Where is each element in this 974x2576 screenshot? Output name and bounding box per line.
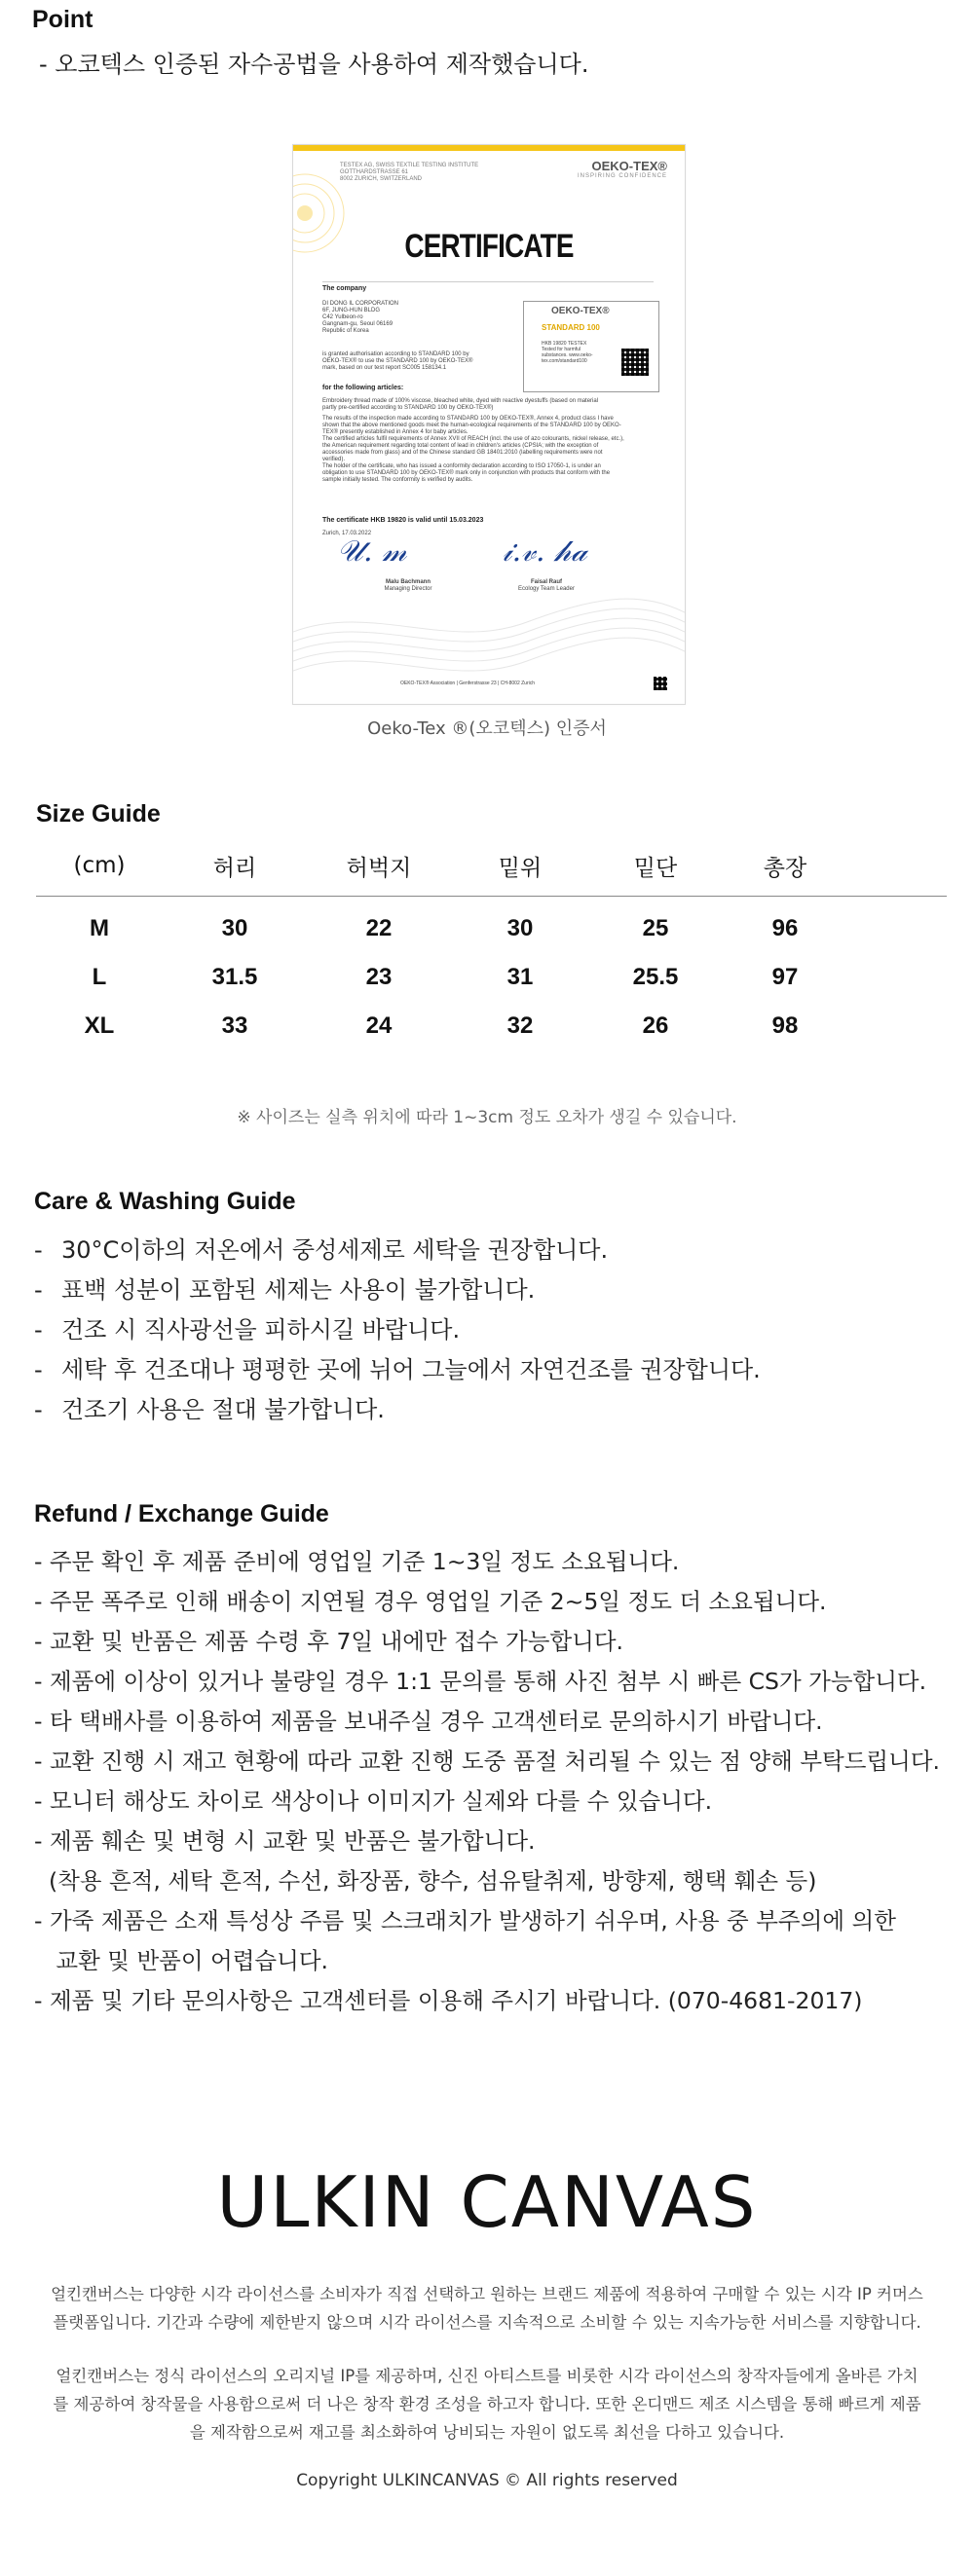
footer-qr-icon	[654, 677, 667, 690]
list-item	[34, 1310, 761, 1350]
size-cell: 24	[365, 1012, 393, 1039]
size-cell: 31.5	[211, 964, 258, 990]
body-line: shown that the above mentioned goods meet the human-ecological requirements of the STANDARD 100 by OEKO-	[322, 423, 621, 428]
care-item-text: 건조기 사용은 절대 불가합니다.	[61, 1396, 385, 1423]
size-spacer	[848, 1002, 947, 1050]
size-guide-title: Size Guide	[36, 800, 161, 828]
size-cell: 32	[506, 1012, 534, 1039]
size-header-cell: 밑위	[451, 835, 589, 897]
list-item: - 주문 폭주로 인해 배송이 지연될 경우 영업일 기준 2~5일 정도 더 소요됩니다.	[34, 1588, 827, 1615]
company-line: 6F, JUNG-HUN BLDG	[322, 308, 381, 313]
granted-text	[322, 351, 472, 372]
signer-1-title: Managing Director	[384, 586, 432, 592]
size-cell: 25.5	[632, 964, 679, 990]
cert-header-line: 8002 ZURICH, SWITZERLAND	[340, 176, 423, 182]
std-number: HKB 19820 TESTEX	[542, 341, 587, 347]
granted-line: is granted authorisation according to STANDARD 100 by	[322, 351, 469, 357]
brand-description-2: 얼킨캔버스는 정식 라이선스의 오리지널 IP를 제공하며, 신진 아티스트를 비롯한 시각 라이선스의 창작자들에게 올바른 가치를 제공하여 창작물을 사용함으로써 더 나은 창작 환경 조성을 하고자 합니다. 또한 온디맨드 제조 시스템을 통해 빠르게 제품을 제작함으로써 재고를 최소화하여 낭비되는 자원이 없도록 최선을 다하고 있습니다.	[53, 2367, 921, 2442]
body-line: The results of the inspection made according to STANDARD 100 by OEKO-TEX®, Annex 4, product class I have	[322, 416, 614, 422]
certificate-body	[322, 416, 658, 484]
signature-1-icon: 𝒰. 𝓂	[337, 534, 407, 569]
size-cell: 26	[642, 1012, 669, 1039]
size-table	[36, 835, 947, 1050]
std-details	[542, 341, 600, 364]
cert-header-line: TESTEX AG, SWISS TEXTILE TESTING INSTITUTE	[340, 163, 479, 168]
body-line: verified).	[322, 457, 346, 462]
body-line: the American requirement regarding total content of lead in children's articles (CPSIA; with the exception of	[322, 443, 599, 449]
size-cell: 31	[506, 964, 534, 990]
table-row	[36, 953, 947, 1002]
validity-line: The certificate HKB 19820 is valid until 15.03.2023	[322, 517, 484, 524]
list-item: - 교환 진행 시 재고 현황에 따라 교환 진행 도중 품절 처리될 수 있는 점 양해 부탁드립니다.	[34, 1748, 941, 1775]
care-guide-title: Care & Washing Guide	[34, 1188, 296, 1215]
list-item: - 가죽 제품은 소재 특성상 주름 및 스크래치가 발생하기 쉬우며, 사용 중 부주의에 의한	[34, 1907, 896, 1934]
list-item	[34, 1231, 761, 1270]
list-item	[34, 1350, 761, 1390]
size-cell: 30	[506, 915, 534, 941]
point-title: Point	[32, 6, 94, 33]
list-item: - 교환 및 반품은 제품 수령 후 7일 내에만 접수 가능합니다.	[34, 1628, 624, 1655]
list-item: - 제품 훼손 및 변형 시 교환 및 반품은 불가합니다.	[34, 1827, 536, 1855]
company-label: The company	[322, 285, 367, 292]
care-item-text: 세탁 후 건조대나 평평한 곳에 뉘어 그늘에서 자연건조를 권장합니다.	[61, 1356, 761, 1383]
qr-code-icon	[621, 349, 649, 376]
list-dash: -	[34, 1396, 43, 1423]
list-dash: -	[34, 1276, 43, 1304]
articles-label: for the following articles:	[322, 385, 404, 391]
size-cell: L	[92, 964, 107, 990]
size-cell: 33	[221, 1012, 248, 1039]
size-cell: 23	[365, 964, 393, 990]
std-logo-text: OEKO-TEX®	[551, 306, 610, 316]
body-line: TEX® presently established in Annex 4 for baby articles.	[322, 429, 468, 435]
size-cell: 30	[221, 915, 248, 941]
table-row	[36, 1002, 947, 1050]
refund-list	[34, 1542, 940, 2021]
size-cell: 96	[771, 915, 799, 941]
size-header-cell: 허벅지	[307, 835, 451, 897]
size-cell: 22	[365, 915, 393, 941]
oeko-tex-certificate-image	[292, 144, 686, 705]
body-line: accessories made from glass) and of the Chinese standard GB 18401:2010 (labelling requirements were not	[322, 450, 603, 456]
size-cell: 25	[642, 915, 669, 941]
granted-line: OEKO-TEX® to use the STANDARD 100 by OEKO-TEX®	[322, 358, 473, 364]
list-item	[34, 1390, 761, 1430]
company-line: DI DONG IL CORPORATION	[322, 301, 399, 307]
list-dash: -	[34, 1356, 43, 1383]
size-cell: XL	[84, 1012, 115, 1039]
brand-logo: ULKIN CANVAS	[216, 2161, 758, 2243]
articles-text	[322, 398, 598, 412]
list-dash: -	[34, 1316, 43, 1343]
size-header-cell: 총장	[722, 835, 848, 897]
size-header-cell: 허리	[163, 835, 307, 897]
copyright: Copyright ULKINCANVAS © All rights reserved	[296, 2471, 678, 2490]
size-note: ※ 사이즈는 실측 위치에 따라 1~3cm 정도 오차가 생길 수 있습니다.	[237, 1108, 737, 1127]
granted-line: mark, based on our test report SC005 158134.1	[322, 365, 447, 371]
company-line: Republic of Korea	[322, 328, 369, 334]
refund-guide-title: Refund / Exchange Guide	[34, 1500, 329, 1527]
company-line: Gangnam-gu, Seoul 06169	[322, 321, 393, 327]
certificate-header-address	[340, 163, 486, 183]
certificate-title: CERTIFICATE	[404, 228, 574, 265]
size-spacer	[848, 953, 947, 1002]
size-cell: 97	[771, 964, 799, 990]
list-item: (착용 흔적, 세탁 흔적, 수선, 화장품, 향수, 섬유탈취제, 방향제, 행택 훼손 등)	[34, 1867, 817, 1895]
signature-2-icon: 𝒾.𝓋. 𝒽𝒶	[503, 534, 587, 569]
list-item: 교환 및 반품이 어렵습니다.	[34, 1947, 329, 1974]
size-cell: 98	[771, 1012, 799, 1039]
list-item: - 모니터 해상도 차이로 색상이나 이미지가 실제와 다를 수 있습니다.	[34, 1787, 713, 1815]
size-table-header-row	[36, 835, 947, 897]
brand-description-1: 얼킨캔버스는 다양한 시각 라이선스를 소비자가 직접 선택하고 원하는 브랜드 제품에 적용하여 구매할 수 있는 시각 IP 커머스 플랫폼입니다. 기간과 수량에 제한받지 않으며 시각 라이선스를 지속적으로 소비할 수 있는 지속가능한 서비스를 지향합니다.	[51, 2285, 923, 2332]
care-item-text: 30°C이하의 저온에서 중성세제로 세탁을 권장합니다.	[61, 1236, 609, 1264]
cert-header-line: GOTTHARDSTRASSE 61	[340, 169, 409, 175]
oeko-tex-logo	[578, 159, 667, 179]
certificate-divider	[322, 281, 654, 282]
list-item: - 제품 및 기타 문의사항은 고객센터를 이용해 주시기 바랍니다. (070-4681-2017)	[34, 1987, 863, 2014]
body-line: sample initially tested. The conformity is verified by audits.	[322, 477, 473, 483]
size-header-cell: 밑단	[589, 835, 722, 897]
certificate-footer: OEKO-TEX® Association | Genferstrasse 23 | CH-8002 Zurich	[400, 681, 536, 686]
list-dash: -	[34, 1236, 43, 1264]
signer-2-title: Ecology Team Leader	[518, 586, 575, 592]
std-small-text: Tested for harmful substances. www.oeko-tex.com/standard100	[542, 347, 593, 364]
oeko-tex-logo-text: OEKO-TEX®	[591, 159, 667, 173]
body-line: The certified articles fulfil requirements of Annex XVII of REACH (incl. the use of azo colourants, nickel release, etc.),	[322, 436, 624, 442]
care-list	[34, 1231, 761, 1430]
signer-1-name: Malu Bachmann	[385, 579, 431, 585]
oeko-tex-tagline: INSPIRING CONFIDENCE	[577, 173, 667, 179]
place-date: Zurich, 17.03.2022	[322, 531, 372, 536]
list-item: - 주문 확인 후 제품 준비에 영업일 기준 1~3일 정도 소요됩니다.	[34, 1548, 680, 1575]
articles-line: Embroidery thread made of 100% viscose, bleached white, dyed with reactive dyestuffs (based on material	[322, 398, 599, 404]
size-spacer	[848, 897, 947, 954]
signer-2	[498, 579, 595, 593]
certificate-caption: Oeko-Tex ®(오코텍스) 인증서	[367, 718, 607, 739]
standard-100-label	[523, 301, 659, 392]
size-header-cell: (cm)	[36, 835, 163, 897]
point-description: - 오코텍스 인증된 자수공법을 사용하여 제작했습니다.	[39, 51, 589, 78]
company-line: C42 Yulbeon-ro	[322, 314, 363, 320]
table-row	[36, 897, 947, 954]
signer-1	[359, 579, 457, 593]
care-item-text: 표백 성분이 포함된 세제는 사용이 불가합니다.	[61, 1276, 536, 1304]
list-item: - 타 택배사를 이용하여 제품을 보내주실 경우 고객센터로 문의하시기 바랍니다.	[34, 1708, 823, 1735]
care-item-text: 건조 시 직사광선을 피하시길 바랍니다.	[61, 1316, 461, 1343]
body-line: obligation to use STANDARD 100 by OEKO-TEX® mark only in conjunction with products that conform with the	[322, 470, 611, 476]
size-cell: M	[90, 915, 109, 941]
company-address	[322, 301, 398, 335]
std-standard-text: STANDARD 100	[542, 323, 600, 332]
body-line: The holder of the certificate, who has issued a conformity declaration according to ISO 17050-1, is under an	[322, 463, 601, 469]
signer-2-name: Faisal Rauf	[530, 579, 562, 585]
articles-line: partly pre-certified according to STANDARD 100 by OEKO-TEX®)	[322, 405, 494, 411]
list-item: - 제품에 이상이 있거나 불량일 경우 1:1 문의를 통해 사진 첨부 시 빠른 CS가 가능합니다.	[34, 1668, 927, 1695]
list-item	[34, 1270, 761, 1310]
size-header-spacer	[848, 835, 947, 897]
